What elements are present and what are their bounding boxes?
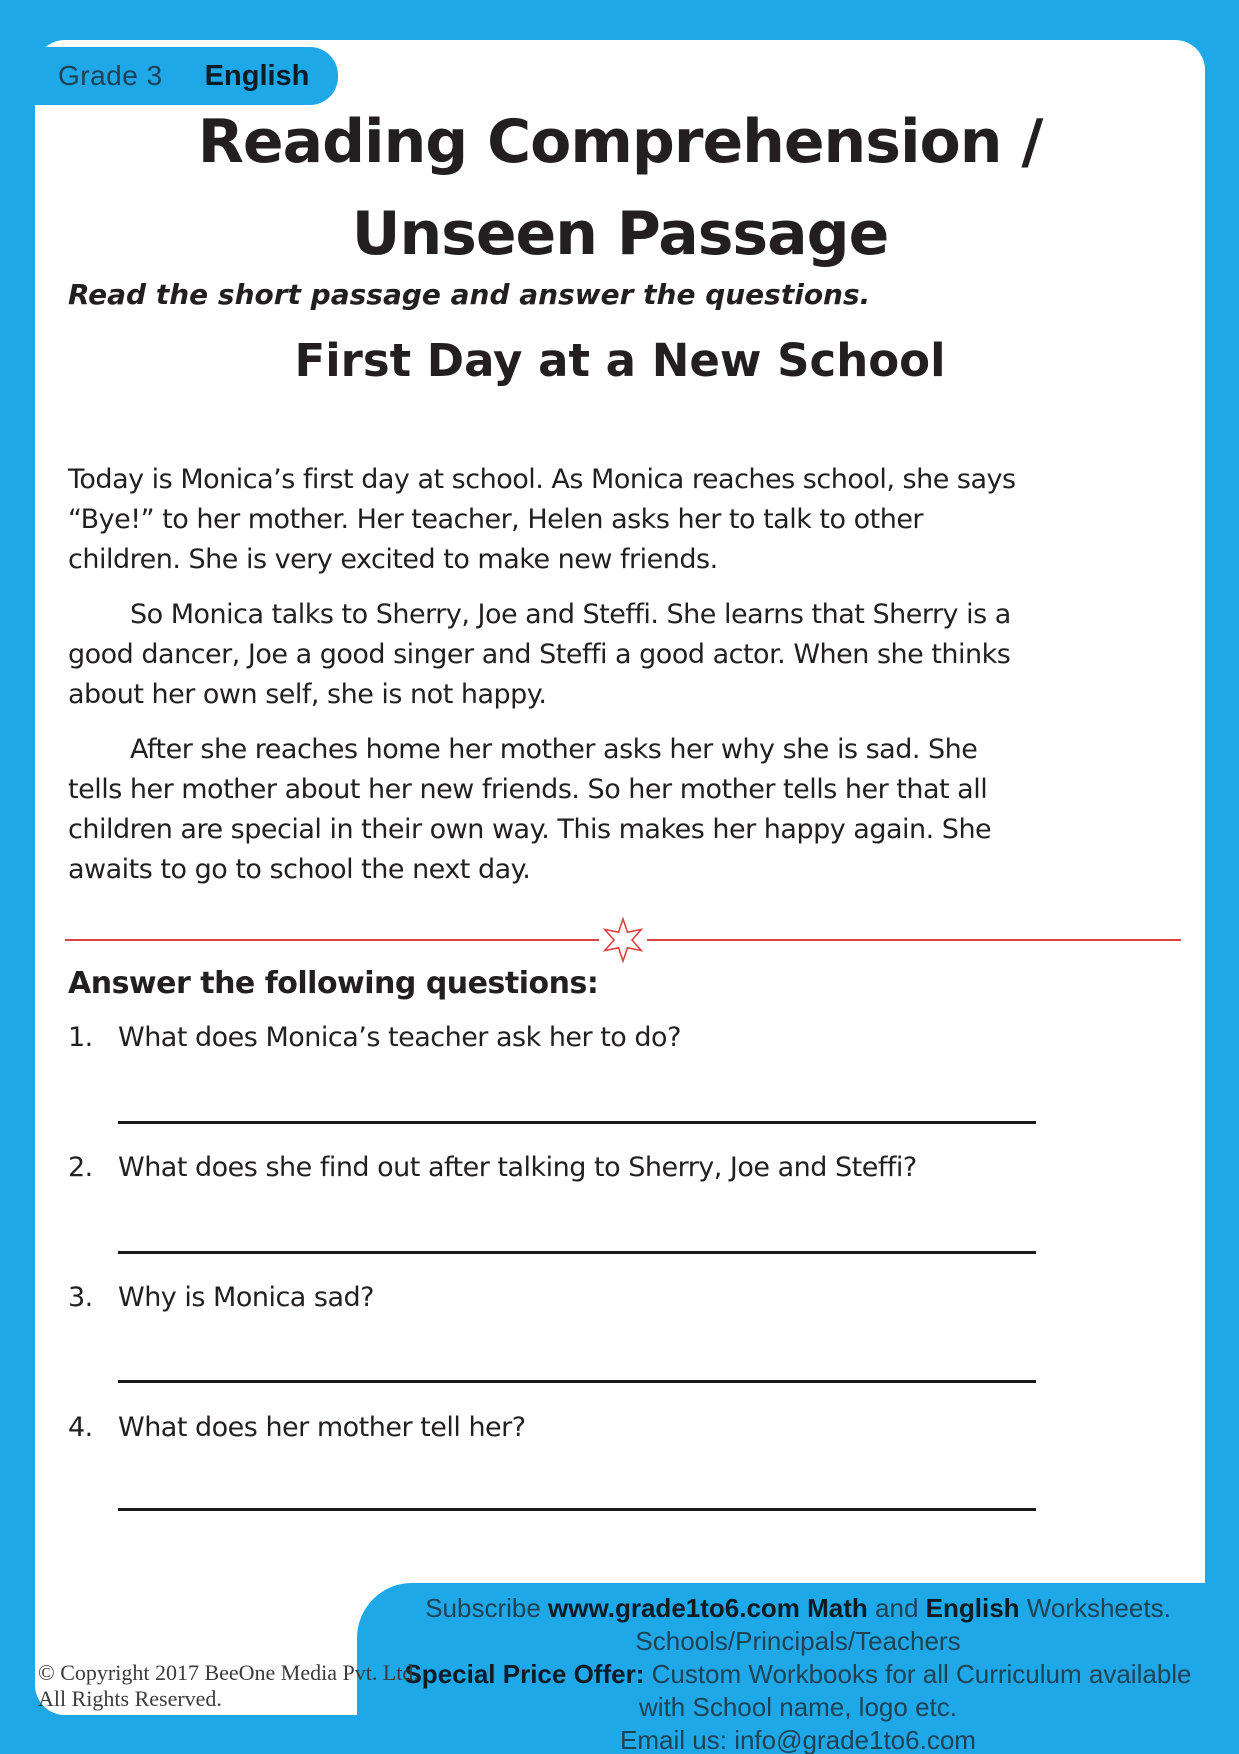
subject-label: English <box>204 59 310 92</box>
answer-line-1[interactable] <box>118 1121 1036 1124</box>
passage-body <box>68 460 1018 905</box>
section-divider <box>65 918 1181 962</box>
passage-paragraph-2: So Monica talks to Sherry, Joe and Steffi. She learns that Sherry is a good dancer, Joe a good singer and Steffi a good actor. When she thinks about her own self, she is not happy. <box>68 599 1011 710</box>
copyright-line-2: All Rights Reserved. <box>38 1686 222 1711</box>
question-3-text: Why is Monica sad? <box>118 1282 375 1313</box>
footer-english-text: English <box>925 1593 1020 1623</box>
answer-line-2[interactable] <box>118 1251 1036 1254</box>
footer-subscribe-text: Subscribe <box>425 1593 549 1623</box>
question-2-number: 2. <box>68 1152 93 1183</box>
passage-title: First Day at a New School <box>294 334 946 387</box>
question-2 <box>68 1152 1058 1183</box>
subscribe-footer <box>357 1583 1239 1754</box>
answer-line-3[interactable] <box>118 1380 1036 1383</box>
question-2-text: What does she find out after talking to Sherry, Joe and Steffi? <box>118 1152 917 1183</box>
questions-heading: Answer the following questions: <box>68 966 599 1001</box>
divider-line-right <box>647 939 1181 941</box>
footer-and-text: and <box>867 1593 926 1623</box>
question-4-number: 4. <box>68 1412 93 1443</box>
page-title-line2: Unseen Passage <box>351 199 889 269</box>
divider-line-left <box>65 939 599 941</box>
question-4-text: What does her mother tell her? <box>118 1412 526 1443</box>
footer-offer-label: Special Price Offer: <box>404 1659 645 1689</box>
answer-line-4[interactable] <box>118 1508 1036 1511</box>
page-title-line1: Reading Comprehension / <box>197 107 1043 177</box>
passage-paragraph-1: Today is Monica’s first day at school. As Monica reaches school, she says “Bye!” to her mother. Her teacher, Helen asks her to talk to other children. She is very excited to make new friends. <box>68 464 1016 575</box>
passage-paragraph-3: After she reaches home her mother asks her why she is sad. She tells her mother about her new friends. So her mother tells her that all children are special in their own way. This makes her happy again. She awaits to go to school the next day. <box>68 734 992 885</box>
footer-line-4: with School name, logo etc. <box>639 1692 957 1722</box>
footer-line-2: Schools/Principals/Teachers <box>635 1626 961 1656</box>
question-1 <box>68 1022 1058 1053</box>
footer-line-3 <box>357 1658 1239 1691</box>
question-1-text: What does Monica’s teacher ask her to do? <box>118 1022 681 1053</box>
question-3-number: 3. <box>68 1282 93 1313</box>
question-1-number: 1. <box>68 1022 93 1053</box>
footer-line-5: Email us: info@grade1to6.com <box>620 1725 976 1754</box>
page-title <box>35 96 1205 280</box>
footer-offer-text: Custom Workbooks for all Curriculum available <box>644 1659 1192 1689</box>
question-3 <box>68 1282 1058 1313</box>
footer-website-text: www.grade1to6.com Math <box>548 1593 868 1623</box>
copyright-line-1: © Copyright 2017 BeeOne Media Pvt. Ltd. <box>38 1660 419 1685</box>
instruction-text: Read the short passage and answer the questions. <box>68 278 871 311</box>
copyright-notice <box>38 1660 419 1712</box>
footer-line-1 <box>357 1592 1239 1625</box>
star-icon <box>599 916 647 964</box>
question-4 <box>68 1412 1058 1443</box>
footer-worksheets-text: Worksheets. <box>1019 1593 1171 1623</box>
grade-label: Grade 3 <box>58 60 163 91</box>
